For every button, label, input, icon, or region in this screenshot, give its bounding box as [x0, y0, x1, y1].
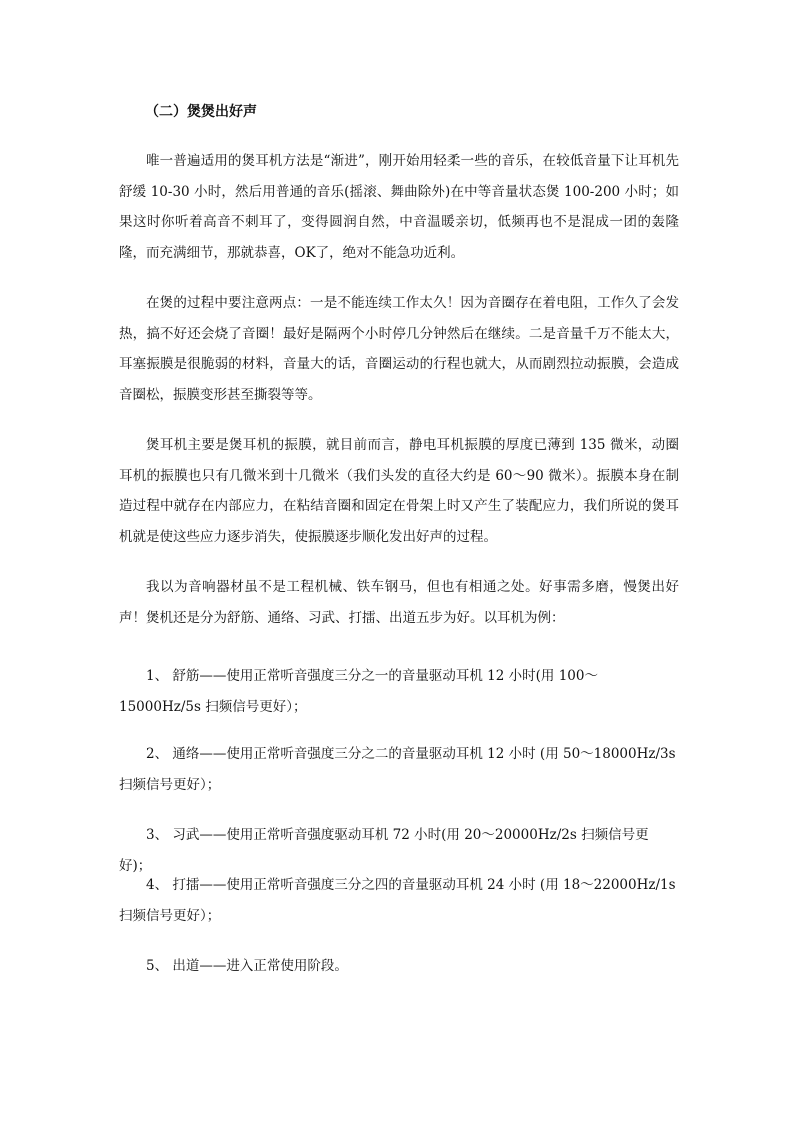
step-item: 4、 打擂——使用正常听音强度三分之四的音量驱动耳机 24 小时 (用 18～22000Hz/1s 扫频信号更好）； [119, 877, 676, 924]
step-item: 3、 习武——使用正常听音强度驱动耳机 72 小时(用 20～20000Hz/2s 扫频信号更好)； [119, 827, 649, 874]
section-heading: （二）煲煲出好声 [145, 104, 257, 120]
step-item: 2、 通络——使用正常听音强度三分之二的音量驱动耳机 12 小时 (用 50～18000Hz/3s 扫频信号更好）； [119, 746, 676, 793]
paragraph-precautions: 在煲的过程中要注意两点：一是不能连续工作太久！因为音圈存在着电阻，工作久了会发热，搞不好还会烧了音圈！最好是隔两个小时停几分钟然后在继续。二是音量千万不能太大，耳塞振膜是很脆弱的材料，音量大的话，音圈运动的行程也就大，从而剧烈拉动振膜，会造成音圈松，振膜变形甚至撕裂等等。 [119, 295, 679, 403]
step-item: 1、 舒筋——使用正常听音强度三分之一的音量驱动耳机 12 小时(用 100～15000Hz/5s 扫频信号更好）； [119, 668, 598, 715]
paragraph-five-steps-intro: 我以为音响器材虽不是工程机械、铁车钢马，但也有相通之处。好事需多磨，慢煲出好声！煲机还是分为舒筋、通络、习武、打擂、出道五步为好。以耳机为例： [119, 579, 679, 626]
paragraph-diaphragm: 煲耳机主要是煲耳机的振膜，就目前而言，静电耳机振膜的厚度已薄到 135 微米，动圈耳机的振膜也只有几微米到十几微米（我们头发的直径大约是 60～90 微米）。振膜本身在制造过程中就存在内部应力，在粘结音圈和固定在骨架上时又产生了装配应力，我们所说的煲耳机就是使这些应力逐步消失，使振膜逐步顺化发出好声的过程。 [119, 437, 679, 545]
paragraph-gradual-method: 唯一普遍适用的煲耳机方法是“渐进”，刚开始用轻柔一些的音乐，在较低音量下让耳机先舒缓 10-30 小时，然后用普通的音乐(摇滚、舞曲除外)在中等音量状态煲 100-200 小时；如果这时你听着高音不刺耳了，变得圆润自然，中音温暖亲切，低频再也不是混成一团的轰隆隆，而充满细节，那就恭喜，OK了，绝对不能急功近利。 [119, 153, 679, 261]
step-item: 5、 出道——进入正常使用阶段。 [146, 958, 348, 974]
